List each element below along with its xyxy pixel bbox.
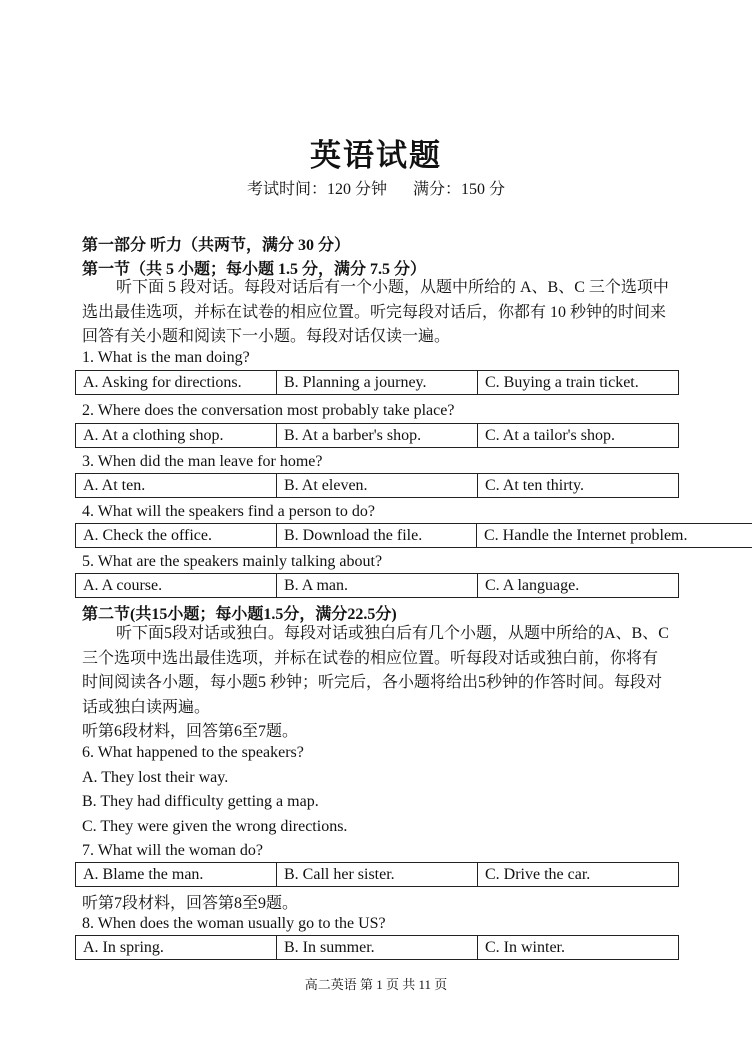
option-b: B. Planning a journey. xyxy=(277,371,478,395)
option-a: A. In spring. xyxy=(76,936,277,960)
question-6-option-a: A. They lost their way. xyxy=(82,769,229,786)
option-c: C. At a tailor's shop. xyxy=(478,424,679,448)
option-c: C. Handle the Internet problem. xyxy=(477,524,752,548)
option-b: B. In summer. xyxy=(277,936,478,960)
question-7-options xyxy=(75,862,679,887)
option-b: B. A man. xyxy=(277,574,478,598)
option-c: C. A language. xyxy=(478,574,679,598)
option-b: B. Call her sister. xyxy=(277,863,478,887)
option-a: A. Blame the man. xyxy=(76,863,277,887)
question-6-option-b: B. They had difficulty getting a map. xyxy=(82,793,319,810)
question-4-options xyxy=(75,523,752,548)
question-2-options xyxy=(75,423,679,448)
option-b: B. At a barber's shop. xyxy=(277,424,478,448)
question-5-stem: 5. What are the speakers mainly talking about? xyxy=(82,553,383,570)
question-6-option-c: C. They were given the wrong directions. xyxy=(82,818,348,835)
question-6-stem: 6. What happened to the speakers? xyxy=(82,744,304,761)
exam-info xyxy=(0,176,752,199)
option-c: C. Drive the car. xyxy=(478,863,679,887)
option-c: C. At ten thirty. xyxy=(478,474,679,498)
exam-time: 考试时间：120 分钟 xyxy=(246,181,387,198)
option-b: B. Download the file. xyxy=(277,524,477,548)
section1-instructions: 听下面 5 段对话。每段对话后有一个小题，从题中所给的 A、B、C 三个选项中选出最佳选项，并标在试卷的相应位置。听完每段对话后，你都有 10 秒钟的时间来回答有关小题和阅读下一小题。每段对话仅读一遍。 xyxy=(82,279,669,345)
question-1-options xyxy=(75,370,679,395)
question-8-stem: 8. When does the woman usually go to the US? xyxy=(82,915,386,932)
full-score: 满分：150 分 xyxy=(413,181,506,198)
page-footer: 高二英语 第 1 页 共 11 页 xyxy=(304,977,448,992)
material-7-note: 听第7段材料，回答第8至9题。 xyxy=(82,895,299,912)
option-b: B. At eleven. xyxy=(277,474,478,498)
section2-heading: 第二节(共15小题；每小题1.5分，满分22.5分) xyxy=(82,606,397,623)
section1-heading: 第一节（共 5 小题；每小题 1.5 分，满分 7.5 分） xyxy=(82,261,427,278)
option-a: A. A course. xyxy=(76,574,277,598)
question-3-options xyxy=(75,473,679,498)
option-c: C. Buying a train ticket. xyxy=(478,371,679,395)
question-7-stem: 7. What will the woman do? xyxy=(82,842,263,859)
part1-heading: 第一部分 听力（共两节，满分 30 分） xyxy=(82,237,351,254)
question-3-stem: 3. When did the man leave for home? xyxy=(82,453,323,470)
material-6-note: 听第6段材料，回答第6至7题。 xyxy=(82,723,299,740)
page-title: 英语试题 xyxy=(310,138,442,173)
question-2-stem: 2. Where does the conversation most probably take place? xyxy=(82,402,455,419)
option-a: A. Asking for directions. xyxy=(76,371,277,395)
question-4-stem: 4. What will the speakers find a person to do? xyxy=(82,503,375,520)
question-1-stem: 1. What is the man doing? xyxy=(82,349,250,366)
option-a: A. At a clothing shop. xyxy=(76,424,277,448)
question-8-options xyxy=(75,935,679,960)
option-c: C. In winter. xyxy=(478,936,679,960)
section2-instructions: 听下面5段对话或独白。每段对话或独白后有几个小题，从题中所给的A、B、C三个选项中选出最佳选项，并标在试卷的相应位置。听每段对话或独白前，你将有时间阅读各小题，每小题5 秒钟；听完后，各小题将给出5秒钟的作答时间。每段对话或独白读两遍。 xyxy=(82,625,669,716)
option-a: A. Check the office. xyxy=(76,524,277,548)
option-a: A. At ten. xyxy=(76,474,277,498)
question-5-options xyxy=(75,573,679,598)
